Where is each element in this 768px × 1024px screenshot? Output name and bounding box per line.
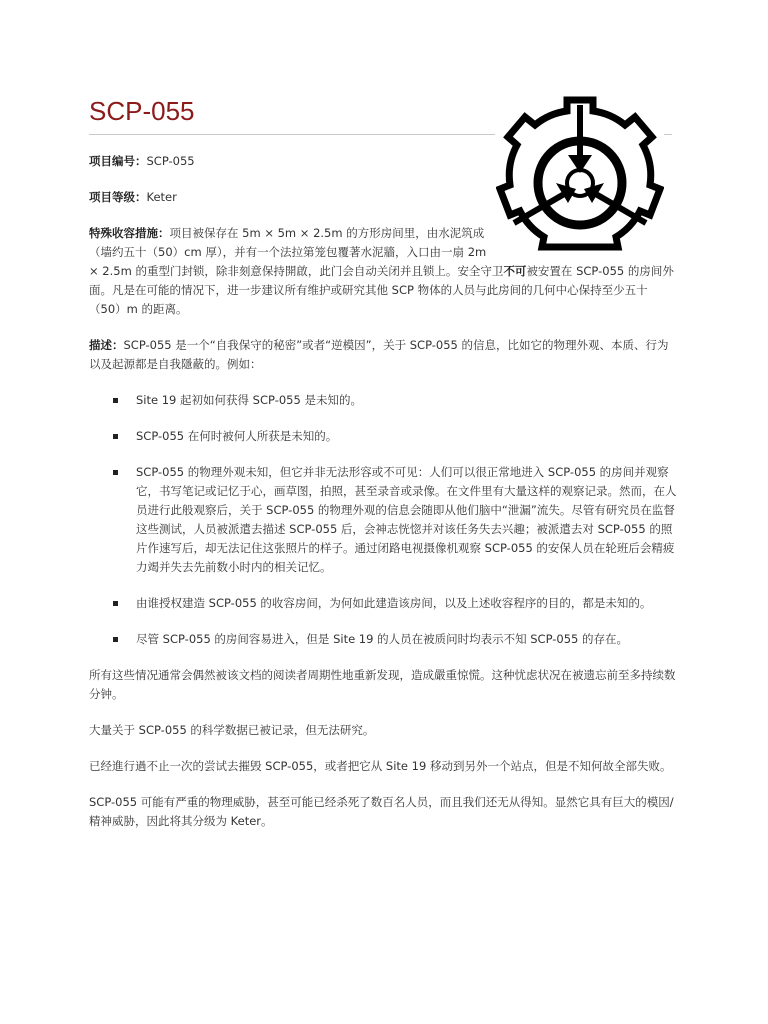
list-item-text: 由谁授权建造 SCP-055 的收容房间，为何如此建造该房间，以及上述收容程序的目的，都是未知的。 [136,596,652,610]
page-title: SCP-055 [89,96,195,126]
containment-label: 特殊收容措施： [89,226,170,240]
bullet-icon [113,470,118,475]
bullet-icon [113,637,118,642]
list-item [89,630,679,649]
rediscovery-paragraph: 所有这些情况通常会偶然被该文档的阅读者周期性地重新发现，造成嚴重惊慌。这种忧虑状况在被遗忘前至多持续数分钟。 [89,668,676,701]
list-item [89,427,679,446]
containment-text-1: 项目被保存在 5m × 5m × 2.5m 的方形房间里，由水泥筑成（墙约五十（50）cm 厚），并有一个法拉第笼包覆著水泥牆，入口由一扇 2m × 2.5m 的重型门封锁，除非刻意保持開啟，此门会自动关闭并且锁上。安全守卫 [89,226,504,278]
item-number-line [89,152,679,171]
item-number-label: 项目编号： [89,154,147,168]
list-item-text: SCP-055 在何时被何人所获是未知的。 [136,429,338,443]
containment-text-2: 被安置在 SCP-055 的房间外面。凡是在可能的情况下，进一步建议所有维护或研究其他 SCP 物体的人员与此房间的几何中心保持至少五十（50）m 的距离。 [89,264,674,316]
document-body [89,152,679,848]
description-bullet-list [89,391,679,649]
description-label: 描述： [89,338,124,352]
object-class-line [89,188,679,207]
object-class-value: Keter [146,190,177,204]
item-number-value: SCP-055 [146,154,195,168]
containment-paragraph [89,224,679,319]
bullet-icon [113,398,118,403]
title-divider-tail [664,134,672,135]
containment-emphasis: 不可 [503,264,527,278]
object-class-label: 项目等级： [89,190,147,204]
list-item [89,463,679,577]
list-item-text: 尽管 SCP-055 的房间容易进入，但是 Site 19 的人员在被质问时均表示不知 SCP-055 的存在。 [136,632,629,646]
destruction-attempts-paragraph: 已经進行過不止一次的尝试去摧毁 SCP-055，或者把它从 Site 19 移动到另外一个站点，但是不知何故全部失败。 [89,759,672,773]
list-item-text: Site 19 起初如何获得 SCP-055 是未知的。 [136,393,362,407]
bullet-icon [113,601,118,606]
list-item-text: SCP-055 的物理外观未知，但它并非无法形容或不可见：人们可以很正常地进入 SCP-055 的房间并观察它，书写笔记或记忆于心，画草图，拍照，甚至录音或录像。在文件里有大量这样的观察记录。然而，在人员进行此般观察后，关于 SCP-055 的物理外观的信息会随即从他们脑中“泄漏”流失。尽管有研究员在监督这些测试，人员被派遣去描述 SCP-055 后，会神志恍惚并对该任务失去兴趣；被派遣去对 SCP-055 的照片作速写后，却无法记住这张照片的样子。通过闭路电视摄像机观察 SCP-055 的安保人员在轮班后会精疲力竭并失去先前数小时内的相关记忆。 [136,465,677,574]
description-paragraph [89,336,679,374]
bullet-icon [113,434,118,439]
list-item [89,391,679,410]
scientific-data-paragraph: 大量关于 SCP-055 的科学数据已被记录，但无法研究。 [89,723,375,737]
title-divider [89,134,495,135]
description-text: SCP-055 是一个“自我保守的秘密”或者“逆模因”，关于 SCP-055 的信息，比如它的物理外观、本质、行为以及起源都是自我隱蔽的。例如： [89,338,669,371]
threat-assessment-paragraph: SCP-055 可能有严重的物理威胁，甚至可能已经杀死了数百名人员，而且我们还无从得知。显然它具有巨大的模因/精神威胁，因此将其分级为 Keter。 [89,795,674,828]
list-item [89,594,679,613]
